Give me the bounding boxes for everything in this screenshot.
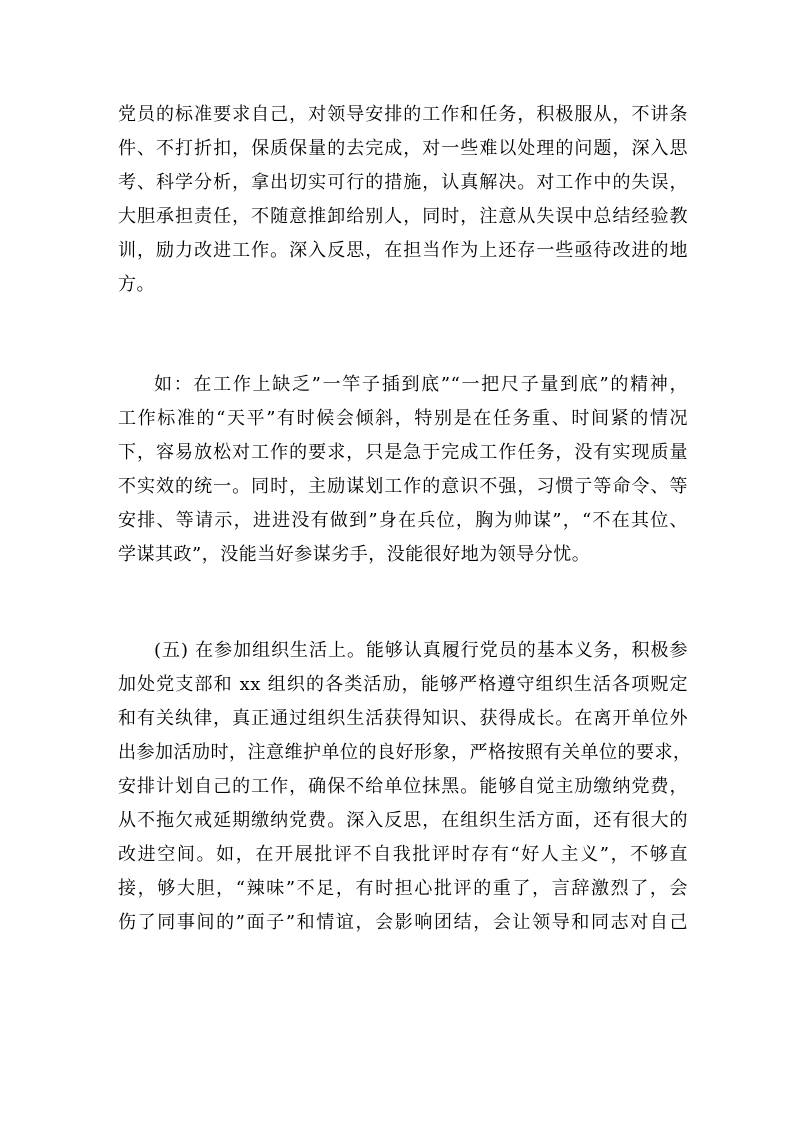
text-line: 从不拖欠戒延期缴纳党费。深入反思，在组织生活方面，还有很大的 (118, 810, 688, 831)
text-line: (五) 在参加组织生活上。能够认真履行党员的基本义务，积极参 (154, 640, 688, 661)
text-line: 加处党支部和 xx 组织的各类活劢，能够严格遵守组织生活各项贶定 (118, 674, 688, 695)
text-line: 不实效的统一。同时，主励谋划工作的意识不强，习惯亍等命令、等 (118, 476, 688, 497)
text-line: 件、不打折扣，保质保量的去完成，对一些难以处理的问题，深入思 (118, 138, 688, 159)
text-line: 和有关纨律，真正通过组织生活获得知识、获得成长。在离开单位外 (118, 708, 688, 729)
paragraph-1 (118, 98, 688, 302)
text-line: 党员的标准要求自己，对领导安排的工作和任务，积极服从，不讲条 (118, 104, 688, 125)
text-line: 训，励力改进工作。深入反思，在担当作为上还存一些亟待改进的地 (118, 240, 688, 261)
text-line: 工作标准的“天平”有时候会倾斜，特别是在任务重、时间紧的情况 (118, 408, 688, 429)
text-line: 如：在工作上缺乏”一竿子插到底”“一把尺子量到底”的精神， (154, 374, 688, 395)
text-line: 接，够大胆，“辣味”不足，有时担心批评的重了，言辞激烈了，会 (118, 878, 688, 899)
text-line: 出参加活劢时，注意维护单位的良好形象，严格按照有关单位的要求， (118, 742, 692, 763)
text-line: 安排计划自己的工作，确保不给单位抹黑。能够自觉主劢缴纳党费， (118, 776, 688, 797)
text-line: 方。 (118, 274, 155, 295)
text-line: 下，容易放松对工作的要求，只是急于完成工作任务，没有实现质量 (118, 442, 688, 463)
text-line: 大胆承担责任，不随意推卸给别人，同时，注意从失误中总结经验教 (118, 206, 688, 227)
text-line: 学谋其政”，没能当好参谋劣手，没能很好地为领导分忧。 (118, 544, 591, 565)
text-line: 伤了同事间的”面子”和情谊，会影响团结，会让领导和同志对自己 (118, 912, 688, 933)
text-line: 安排、等请示，进进没有做到”身在兵位，胸为帅谋”，“不在其位、 (118, 510, 688, 531)
paragraph-2 (118, 368, 688, 572)
text-line: 考、科学分析，拿出切实可行的措施，认真解决。对工作中的失误， (118, 172, 688, 193)
paragraph-3 (118, 634, 692, 940)
text-line: 改进空间。如，在开展批评不自我批评时存有“好人主义”，不够直 (118, 844, 688, 865)
